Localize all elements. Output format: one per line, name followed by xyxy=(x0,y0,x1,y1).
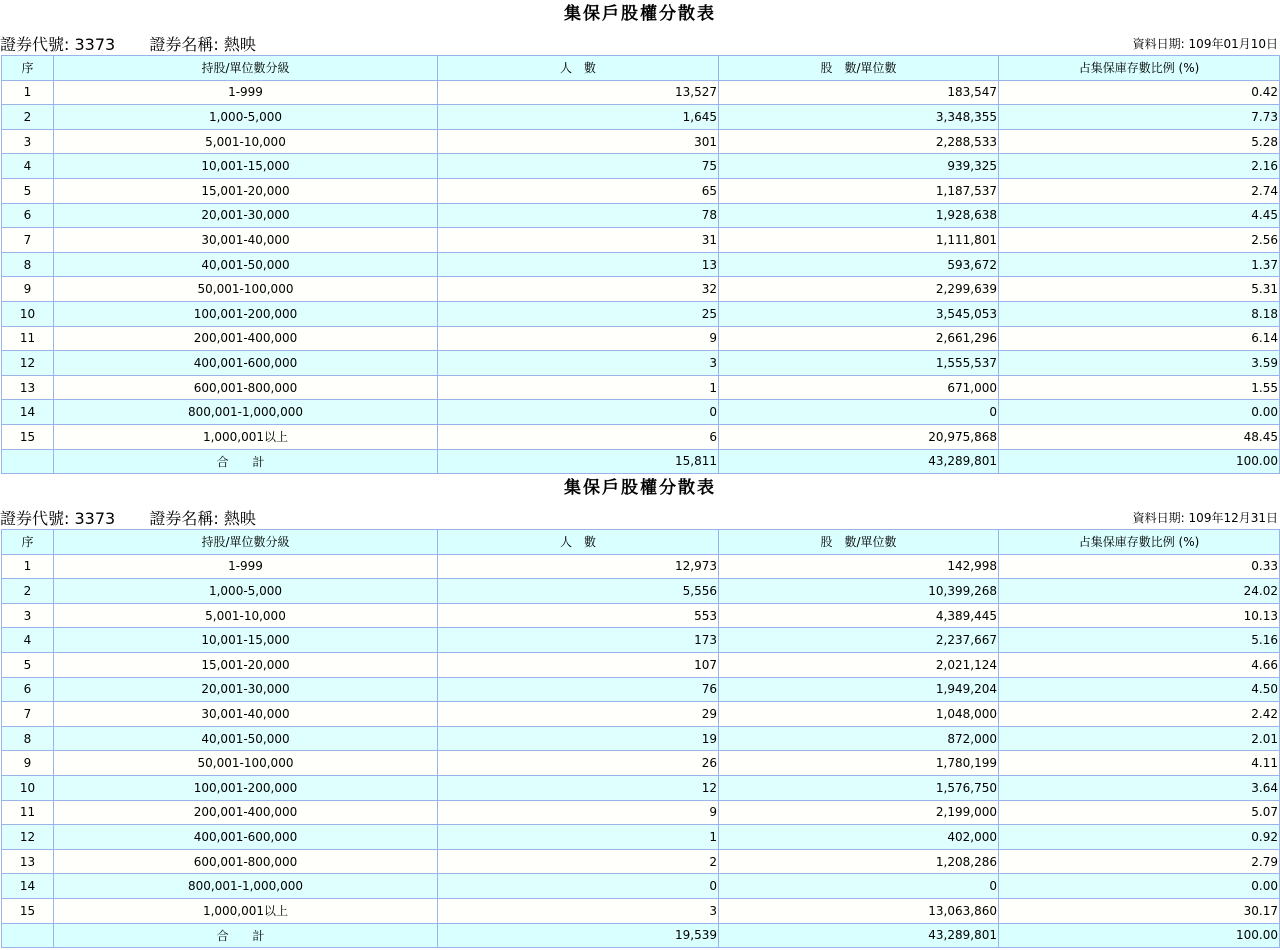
cell-ratio: 2.01 xyxy=(999,726,1280,751)
cell-shares: 3,348,355 xyxy=(719,105,999,130)
cell-seq: 15 xyxy=(2,424,54,449)
cell-ratio: 4.50 xyxy=(999,677,1280,702)
cell-shares-total: 43,289,801 xyxy=(719,449,999,474)
table-row xyxy=(2,874,1280,899)
code-label: 證券代號: xyxy=(0,509,70,529)
cell-shares: 1,111,801 xyxy=(719,228,999,253)
cell-tier: 100,001-200,000 xyxy=(54,776,438,801)
header-seq: 序 xyxy=(2,530,54,555)
cell-ratio: 1.37 xyxy=(999,252,1280,277)
cell-seq: 11 xyxy=(2,326,54,351)
table-row xyxy=(2,375,1280,400)
cell-tier: 1,000,001以上 xyxy=(54,899,438,924)
cell-ratio: 7.73 xyxy=(999,105,1280,130)
cell-seq-total xyxy=(2,923,54,948)
cell-shares: 13,063,860 xyxy=(719,899,999,924)
cell-seq: 5 xyxy=(2,653,54,678)
cell-ratio: 30.17 xyxy=(999,899,1280,924)
cell-holders: 76 xyxy=(438,677,719,702)
table-row xyxy=(2,603,1280,628)
cell-tier: 200,001-400,000 xyxy=(54,800,438,825)
cell-seq: 1 xyxy=(2,80,54,105)
cell-shares: 3,545,053 xyxy=(719,301,999,326)
table-row xyxy=(2,579,1280,604)
table-body xyxy=(2,80,1280,474)
table-row xyxy=(2,178,1280,203)
table-row xyxy=(2,351,1280,376)
cell-ratio: 5.07 xyxy=(999,800,1280,825)
distribution-block-2 xyxy=(0,474,1280,948)
cell-seq: 4 xyxy=(2,628,54,653)
cell-shares: 1,928,638 xyxy=(719,203,999,228)
table-row xyxy=(2,228,1280,253)
distribution-block-1 xyxy=(0,0,1280,474)
cell-tier: 15,001-20,000 xyxy=(54,653,438,678)
cell-holders: 19 xyxy=(438,726,719,751)
cell-seq: 10 xyxy=(2,301,54,326)
cell-holders-total: 15,811 xyxy=(438,449,719,474)
cell-shares: 183,547 xyxy=(719,80,999,105)
table-row xyxy=(2,899,1280,924)
cell-tier: 30,001-40,000 xyxy=(54,228,438,253)
total-label: 合 計 xyxy=(54,449,438,474)
table-row xyxy=(2,252,1280,277)
cell-seq: 11 xyxy=(2,800,54,825)
cell-tier: 10,001-15,000 xyxy=(54,628,438,653)
cell-tier: 1-999 xyxy=(54,80,438,105)
distribution-table xyxy=(1,55,1280,474)
cell-shares: 402,000 xyxy=(719,825,999,850)
header-seq: 序 xyxy=(2,56,54,81)
cell-tier: 400,001-600,000 xyxy=(54,825,438,850)
cell-seq: 2 xyxy=(2,105,54,130)
cell-tier: 40,001-50,000 xyxy=(54,252,438,277)
table-row xyxy=(2,776,1280,801)
table-body xyxy=(2,554,1280,948)
cell-tier: 15,001-20,000 xyxy=(54,178,438,203)
date-value: 109年12月31日 xyxy=(1188,511,1278,526)
table-row xyxy=(2,726,1280,751)
cell-ratio: 3.59 xyxy=(999,351,1280,376)
cell-holders: 13,527 xyxy=(438,80,719,105)
cell-shares: 593,672 xyxy=(719,252,999,277)
cell-holders: 2 xyxy=(438,849,719,874)
cell-tier: 800,001-1,000,000 xyxy=(54,874,438,899)
cell-seq: 12 xyxy=(2,825,54,850)
cell-holders: 6 xyxy=(438,424,719,449)
cell-ratio-total: 100.00 xyxy=(999,923,1280,948)
cell-ratio: 8.18 xyxy=(999,301,1280,326)
cell-tier: 800,001-1,000,000 xyxy=(54,400,438,425)
cell-shares: 2,199,000 xyxy=(719,800,999,825)
header-holders: 人 數 xyxy=(438,56,719,81)
security-info xyxy=(0,36,256,54)
cell-holders: 3 xyxy=(438,351,719,376)
cell-shares: 142,998 xyxy=(719,554,999,579)
cell-ratio: 2.16 xyxy=(999,154,1280,179)
cell-seq: 1 xyxy=(2,554,54,579)
cell-tier: 20,001-30,000 xyxy=(54,203,438,228)
info-bar xyxy=(0,502,1280,529)
cell-holders: 553 xyxy=(438,603,719,628)
date-label: 資料日期: xyxy=(1132,511,1185,526)
table-row xyxy=(2,154,1280,179)
cell-shares: 10,399,268 xyxy=(719,579,999,604)
cell-ratio: 4.66 xyxy=(999,653,1280,678)
cell-ratio-total: 100.00 xyxy=(999,449,1280,474)
cell-seq: 12 xyxy=(2,351,54,376)
cell-ratio: 2.79 xyxy=(999,849,1280,874)
cell-shares: 2,021,124 xyxy=(719,653,999,678)
code-label: 證券代號: xyxy=(0,35,70,54)
cell-holders: 75 xyxy=(438,154,719,179)
cell-tier: 10,001-15,000 xyxy=(54,154,438,179)
cell-shares: 2,237,667 xyxy=(719,628,999,653)
cell-tier: 1,000,001以上 xyxy=(54,424,438,449)
cell-ratio: 0.00 xyxy=(999,400,1280,425)
cell-shares: 1,208,286 xyxy=(719,849,999,874)
cell-holders: 25 xyxy=(438,301,719,326)
date-label: 資料日期: xyxy=(1132,37,1185,51)
cell-ratio: 1.55 xyxy=(999,375,1280,400)
cell-shares: 0 xyxy=(719,400,999,425)
cell-ratio: 48.45 xyxy=(999,424,1280,449)
table-row xyxy=(2,105,1280,130)
cell-holders: 32 xyxy=(438,277,719,302)
table-row xyxy=(2,702,1280,727)
cell-ratio: 0.00 xyxy=(999,874,1280,899)
header-ratio: 占集保庫存數比例 (%) xyxy=(999,56,1280,81)
cell-tier: 50,001-100,000 xyxy=(54,277,438,302)
cell-holders: 0 xyxy=(438,400,719,425)
cell-shares: 2,661,296 xyxy=(719,326,999,351)
table-row xyxy=(2,129,1280,154)
table-row xyxy=(2,677,1280,702)
cell-holders: 0 xyxy=(438,874,719,899)
cell-holders: 26 xyxy=(438,751,719,776)
cell-holders: 1 xyxy=(438,825,719,850)
data-date xyxy=(1133,35,1278,52)
cell-seq: 3 xyxy=(2,603,54,628)
table-row xyxy=(2,203,1280,228)
cell-holders: 9 xyxy=(438,326,719,351)
header-tier: 持股/單位數分級 xyxy=(54,56,438,81)
table-row xyxy=(2,554,1280,579)
cell-holders: 173 xyxy=(438,628,719,653)
cell-holders: 3 xyxy=(438,899,719,924)
cell-holders: 5,556 xyxy=(438,579,719,604)
table-header-row xyxy=(2,56,1280,81)
cell-seq: 14 xyxy=(2,400,54,425)
cell-ratio: 0.92 xyxy=(999,825,1280,850)
cell-ratio: 2.74 xyxy=(999,178,1280,203)
table-row xyxy=(2,326,1280,351)
cell-seq: 14 xyxy=(2,874,54,899)
cell-shares: 20,975,868 xyxy=(719,424,999,449)
cell-ratio: 2.56 xyxy=(999,228,1280,253)
security-code: 3373 xyxy=(74,509,116,529)
cell-holders: 1 xyxy=(438,375,719,400)
cell-tier: 50,001-100,000 xyxy=(54,751,438,776)
cell-holders: 12,973 xyxy=(438,554,719,579)
cell-tier: 30,001-40,000 xyxy=(54,702,438,727)
cell-seq: 9 xyxy=(2,277,54,302)
cell-seq: 13 xyxy=(2,375,54,400)
table-row xyxy=(2,277,1280,302)
cell-shares: 1,780,199 xyxy=(719,751,999,776)
cell-seq: 6 xyxy=(2,677,54,702)
cell-tier: 1,000-5,000 xyxy=(54,579,438,604)
cell-holders: 12 xyxy=(438,776,719,801)
distribution-table xyxy=(1,529,1280,948)
cell-ratio: 10.13 xyxy=(999,603,1280,628)
table-row xyxy=(2,825,1280,850)
cell-ratio: 5.16 xyxy=(999,628,1280,653)
cell-tier: 1,000-5,000 xyxy=(54,105,438,130)
header-holders: 人 數 xyxy=(438,530,719,555)
cell-shares: 2,288,533 xyxy=(719,129,999,154)
security-name: 熱映 xyxy=(223,509,256,529)
cell-tier: 400,001-600,000 xyxy=(54,351,438,376)
cell-holders: 13 xyxy=(438,252,719,277)
total-row xyxy=(2,449,1280,474)
cell-seq: 13 xyxy=(2,849,54,874)
data-date xyxy=(1133,509,1278,526)
table-row xyxy=(2,849,1280,874)
cell-tier: 600,001-800,000 xyxy=(54,849,438,874)
cell-tier: 600,001-800,000 xyxy=(54,375,438,400)
cell-shares: 671,000 xyxy=(719,375,999,400)
cell-ratio: 4.11 xyxy=(999,751,1280,776)
total-label: 合 計 xyxy=(54,923,438,948)
cell-shares-total: 43,289,801 xyxy=(719,923,999,948)
cell-seq: 6 xyxy=(2,203,54,228)
cell-holders: 301 xyxy=(438,129,719,154)
header-ratio: 占集保庫存數比例 (%) xyxy=(999,530,1280,555)
table-row xyxy=(2,424,1280,449)
cell-shares: 1,048,000 xyxy=(719,702,999,727)
table-row xyxy=(2,80,1280,105)
cell-seq-total xyxy=(2,449,54,474)
cell-shares: 1,949,204 xyxy=(719,677,999,702)
date-value: 109年01月10日 xyxy=(1188,37,1278,51)
header-tier: 持股/單位數分級 xyxy=(54,530,438,555)
cell-seq: 8 xyxy=(2,726,54,751)
cell-ratio: 0.33 xyxy=(999,554,1280,579)
cell-shares: 2,299,639 xyxy=(719,277,999,302)
cell-shares: 1,576,750 xyxy=(719,776,999,801)
cell-seq: 9 xyxy=(2,751,54,776)
table-title: 集保戶股權分散表 xyxy=(564,478,716,499)
security-info xyxy=(0,510,256,528)
cell-seq: 7 xyxy=(2,702,54,727)
cell-tier: 200,001-400,000 xyxy=(54,326,438,351)
cell-holders: 31 xyxy=(438,228,719,253)
cell-ratio: 24.02 xyxy=(999,579,1280,604)
table-row xyxy=(2,800,1280,825)
cell-shares: 872,000 xyxy=(719,726,999,751)
cell-shares: 0 xyxy=(719,874,999,899)
total-row xyxy=(2,923,1280,948)
cell-shares: 4,389,445 xyxy=(719,603,999,628)
cell-ratio: 5.28 xyxy=(999,129,1280,154)
cell-shares: 1,555,537 xyxy=(719,351,999,376)
cell-seq: 7 xyxy=(2,228,54,253)
cell-tier: 1-999 xyxy=(54,554,438,579)
cell-holders: 9 xyxy=(438,800,719,825)
cell-shares: 1,187,537 xyxy=(719,178,999,203)
cell-ratio: 4.45 xyxy=(999,203,1280,228)
cell-holders: 78 xyxy=(438,203,719,228)
cell-ratio: 2.42 xyxy=(999,702,1280,727)
cell-tier: 40,001-50,000 xyxy=(54,726,438,751)
cell-ratio: 6.14 xyxy=(999,326,1280,351)
info-bar xyxy=(0,28,1280,55)
table-row xyxy=(2,400,1280,425)
cell-holders: 29 xyxy=(438,702,719,727)
cell-tier: 100,001-200,000 xyxy=(54,301,438,326)
cell-tier: 5,001-10,000 xyxy=(54,603,438,628)
table-row xyxy=(2,301,1280,326)
table-title: 集保戶股權分散表 xyxy=(564,4,716,24)
cell-ratio: 5.31 xyxy=(999,277,1280,302)
cell-holders: 1,645 xyxy=(438,105,719,130)
name-label: 證券名稱: xyxy=(149,35,219,54)
security-name: 熱映 xyxy=(223,35,256,54)
cell-shares: 939,325 xyxy=(719,154,999,179)
cell-holders-total: 19,539 xyxy=(438,923,719,948)
cell-seq: 15 xyxy=(2,899,54,924)
cell-seq: 4 xyxy=(2,154,54,179)
cell-seq: 10 xyxy=(2,776,54,801)
cell-tier: 20,001-30,000 xyxy=(54,677,438,702)
cell-ratio: 0.42 xyxy=(999,80,1280,105)
cell-seq: 3 xyxy=(2,129,54,154)
cell-holders: 107 xyxy=(438,653,719,678)
header-shares: 股 數/單位數 xyxy=(719,56,999,81)
cell-seq: 2 xyxy=(2,579,54,604)
table-header-row xyxy=(2,530,1280,555)
cell-seq: 5 xyxy=(2,178,54,203)
header-shares: 股 數/單位數 xyxy=(719,530,999,555)
security-code: 3373 xyxy=(74,35,116,54)
table-row xyxy=(2,628,1280,653)
cell-holders: 65 xyxy=(438,178,719,203)
name-label: 證券名稱: xyxy=(149,509,219,529)
table-row xyxy=(2,653,1280,678)
table-row xyxy=(2,751,1280,776)
cell-ratio: 3.64 xyxy=(999,776,1280,801)
cell-tier: 5,001-10,000 xyxy=(54,129,438,154)
cell-seq: 8 xyxy=(2,252,54,277)
